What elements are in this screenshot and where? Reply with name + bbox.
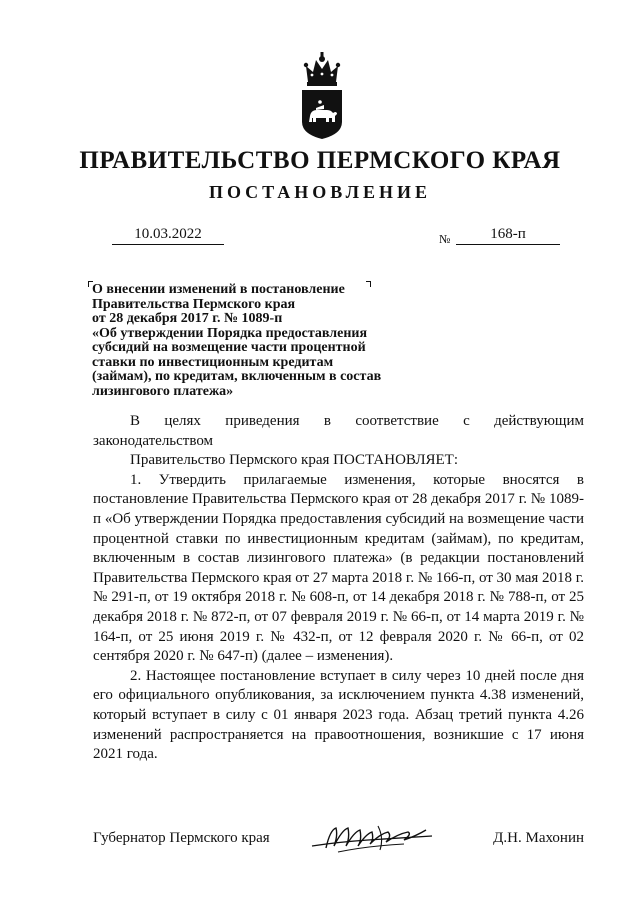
subject-line: от 28 декабря 2017 г. № 1089-п (92, 311, 283, 326)
subject-line: О внесении изменений в постановление (92, 282, 345, 297)
document-date: 10.03.2022 (112, 226, 224, 245)
coat-of-arms-icon (296, 52, 348, 140)
document-body (93, 412, 584, 765)
preamble-line: В целях приведения в соответствие с действующим (130, 413, 584, 429)
document-subject (92, 283, 392, 399)
subject-line: субсидий на возмещение части процентной (92, 340, 366, 355)
handwritten-signature (308, 816, 438, 860)
clause-2: 2. Настоящее постановление вступает в силу через 10 дней после дня его официального опубликования, за исключением пункта 4.38 изменений, который вступает в силу с 01 января 2023 года. Абзац третий пункта 4.26 изменений распространяется на правоотношения, возникшие с 17 июня 2021 года. (93, 667, 584, 763)
subject-line: ставки по инвестиционным кредитам (92, 354, 334, 370)
number-sign: № (439, 232, 451, 246)
subject-line: (займам), по кредитам, включенным в состав (92, 369, 382, 384)
clause-1: 1. Утвердить прилагаемые изменения, которые вносятся в постановление Правительства Пермского края от 28 декабря 2017 г. № 1089-п «Об утверждении Порядка предоставления субсидий на возмещение части процентной ставки по инвестиционным кредитам (займам), по кредитам, включенным в состав лизингового платежа» (в редакции постановлений Правительства Пермского края от 27 марта 2018 г. № 166-п, от 30 мая 2018 г. № 291-п, от 19 октября 2018 г. № 608-п, от 14 декабря 2018 г. № 788-п, от 25 декабря 2018 г. № 872-п, от 07 февраля 2019 г. № 66-п, от 14 марта 2019 г. № 164-п, от 25 июня 2019 г. № 432-п, от 12 февраля 2020 г. № 66-п, от 02 сентября 2020 г. № 647-п) (далее – изменения). (93, 471, 584, 665)
government-title: ПРАВИТЕЛЬСТВО ПЕРМСКОГО КРАЯ (79, 147, 561, 174)
subject-line: «Об утверждении Порядка предоставления (92, 325, 368, 341)
signatory-position: Губернатор Пермского края (93, 830, 270, 846)
resolution-statement: Правительство Пермского края ПОСТАНОВЛЯЕТ: (130, 452, 459, 469)
subject-line: Правительства Пермского края (92, 296, 296, 312)
preamble-line: законодательством (93, 432, 214, 449)
signatory-name: Д.Н. Махонин (493, 830, 584, 846)
document-number: 168-п (456, 226, 560, 245)
document-type: ПОСТАНОВЛЕНИЕ (208, 182, 432, 202)
signature-block (93, 828, 584, 868)
subject-line: лизингового платежа» (92, 383, 234, 399)
